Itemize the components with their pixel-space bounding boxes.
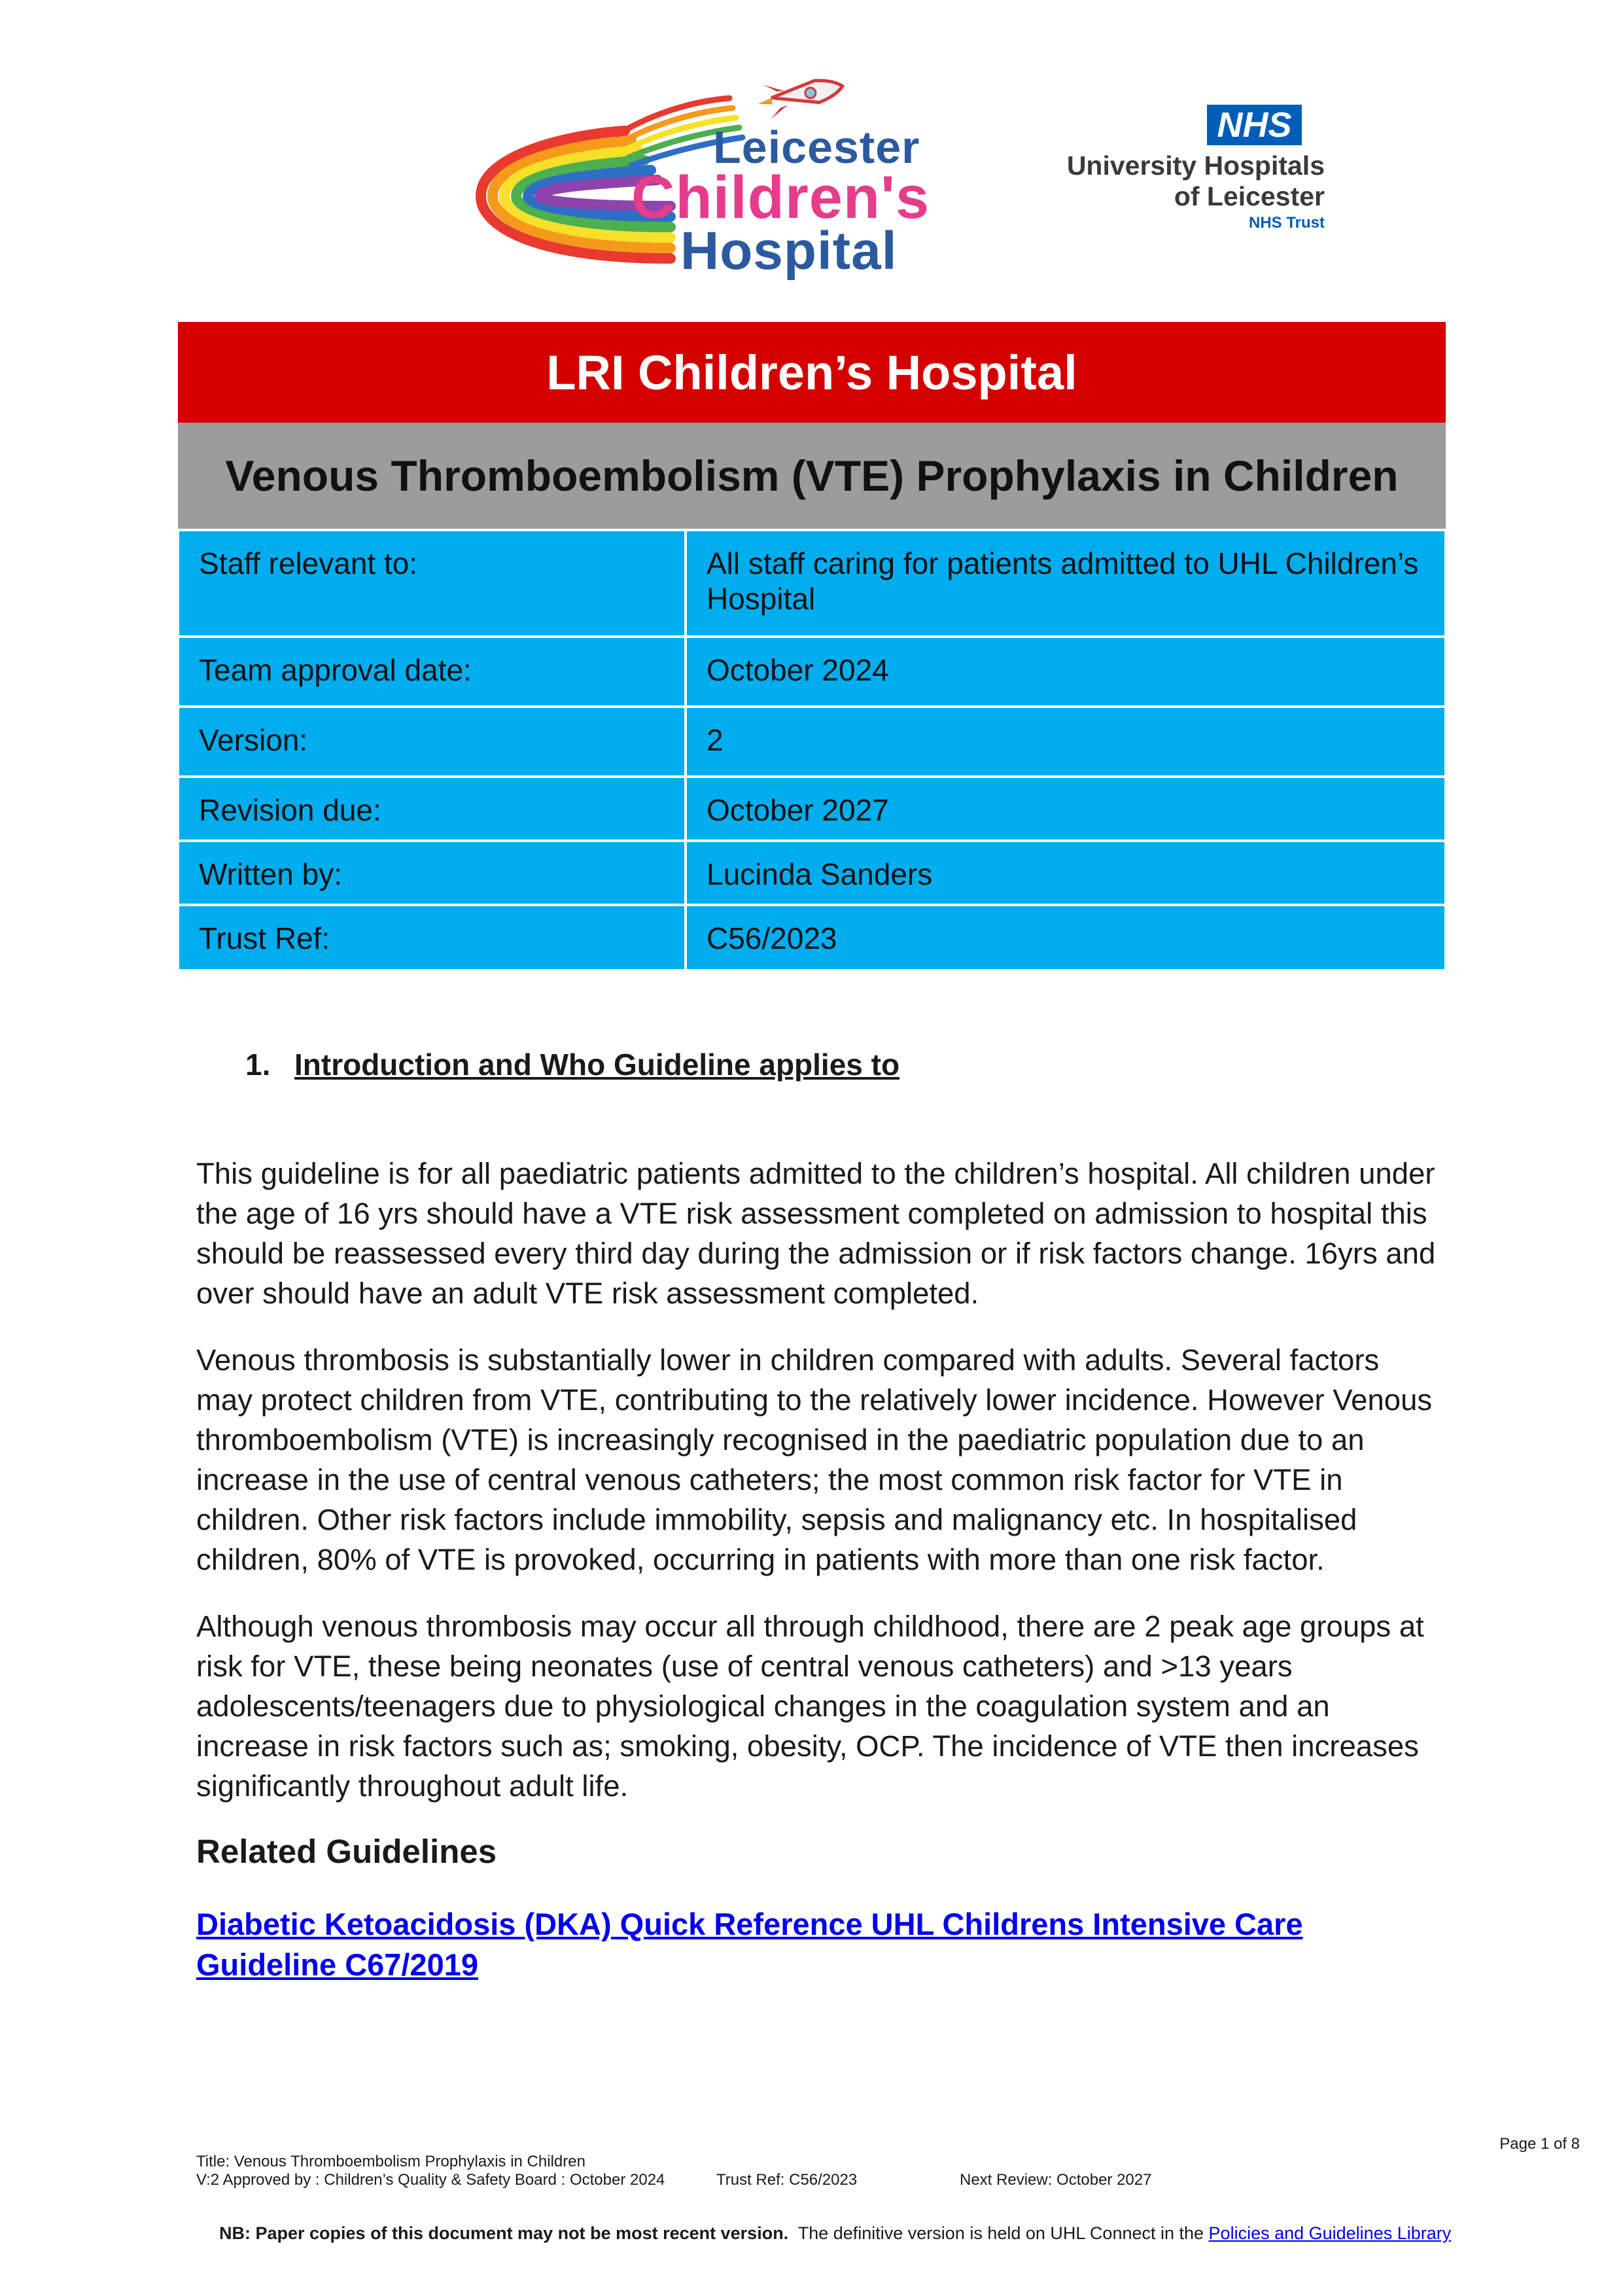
logo-text-hospital: Hospital bbox=[680, 221, 898, 281]
logo-text-of-leicester: of Leicester bbox=[1174, 181, 1325, 211]
footer-version-line bbox=[196, 2171, 1151, 2189]
meta-row-version bbox=[178, 707, 1446, 777]
footer-next-review: Next Review: October 2027 bbox=[960, 2171, 1152, 2189]
paragraph: Although venous thrombosis may occur all through childhood, there are 2 peak age groups at risk for VTE, these being neonates (use of central venous catheters) and >13 years adolescents/teenagers due to physiological changes in the coagulation system and an increase in risk factors such as; smoking, obesity, OCP. The incidence of VTE then increases significantly throughout adult life. bbox=[196, 1610, 1424, 1803]
related-guidelines-heading: Related Guidelines bbox=[196, 1833, 497, 1870]
section-title: Introduction and Who Guideline applies to bbox=[294, 1048, 900, 1082]
uhl-nhs-trust-logo bbox=[1043, 75, 1344, 252]
meta-row-revision-due bbox=[178, 777, 1446, 841]
notice-bold: NB: Paper copies of this document may not be most recent version. bbox=[219, 2223, 789, 2243]
meta-label: Revision due: bbox=[178, 777, 686, 841]
policies-library-link[interactable]: Policies and Guidelines Library bbox=[1208, 2223, 1452, 2243]
meta-value: Lucinda Sanders bbox=[686, 841, 1446, 905]
footer-trust-ref: Trust Ref: C56/2023 bbox=[716, 2171, 858, 2189]
logo-text-leicester: Leicester bbox=[713, 122, 920, 173]
meta-value: 2 bbox=[686, 707, 1446, 777]
meta-value: October 2027 bbox=[686, 777, 1446, 841]
meta-row-trust-ref bbox=[178, 905, 1446, 970]
meta-value: October 2024 bbox=[686, 637, 1446, 707]
nhs-badge: NHS bbox=[1207, 105, 1302, 145]
section-heading bbox=[245, 1047, 899, 1082]
meta-label: Team approval date: bbox=[178, 637, 686, 707]
notice-text: The definitive version is held on UHL Connect in the bbox=[788, 2223, 1209, 2243]
logo-text-university-hospitals: University Hospitals bbox=[1066, 150, 1325, 181]
paragraph: Venous thrombosis is substantially lower in children compared with adults. Several factors may protect children from VTE, contributing to the relatively lower incidence. However Venous thromboembolism (VTE) is increasingly recognised in the paediatric population due to an increase in the use of central venous catheters; the most common risk factor for VTE in children. Other risk factors include immobility, sepsis and malignancy etc. In hospitalised children, 80% of VTE is provoked, occurring in patients with more than one risk factor. bbox=[196, 1343, 1433, 1576]
paper-copy-notice bbox=[219, 2223, 1451, 2244]
meta-label: Staff relevant to: bbox=[178, 530, 686, 637]
meta-label: Trust Ref: bbox=[178, 905, 686, 970]
meta-value: C56/2023 bbox=[686, 905, 1446, 970]
meta-value: All staff caring for patients admitted to UHL Children’s Hospital bbox=[686, 530, 1446, 637]
meta-row-staff bbox=[178, 530, 1446, 637]
hospital-title: LRI Children’s Hospital bbox=[178, 322, 1446, 423]
leicester-childrens-hospital-logo bbox=[455, 62, 930, 285]
logo-text-nhs-trust: NHS Trust bbox=[1248, 214, 1325, 232]
meta-row-written-by bbox=[178, 841, 1446, 905]
footer-approval: V:2 Approved by : Children’s Quality & Safety Board : October 2024 bbox=[196, 2171, 665, 2189]
paragraph: This guideline is for all paediatric patients admitted to the children’s hospital. All children under the age of 16 yrs should have a VTE risk assessment completed on admission to hospital this should be reassessed every third day during the admission or if risk factors change. 16yrs and over should have an adult VTE risk assessment completed. bbox=[196, 1157, 1436, 1310]
meta-label: Version: bbox=[178, 707, 686, 777]
meta-label: Written by: bbox=[178, 841, 686, 905]
page-number: Page 1 of 8 bbox=[1499, 2135, 1580, 2153]
document-title: Venous Thromboembolism (VTE) Prophylaxis in Children bbox=[178, 423, 1446, 530]
section-number: 1. bbox=[245, 1048, 271, 1082]
related-guideline-link[interactable]: Diabetic Ketoacidosis (DKA) Quick Reference UHL Childrens Intensive Care Guideline C67/2019 bbox=[196, 1907, 1303, 1982]
footer-title: Title: Venous Thromboembolism Prophylaxis in Children bbox=[196, 2153, 585, 2170]
document-header-table bbox=[177, 322, 1447, 972]
meta-row-approval-date bbox=[178, 637, 1446, 707]
logo-text-childrens: Children's bbox=[631, 164, 930, 231]
